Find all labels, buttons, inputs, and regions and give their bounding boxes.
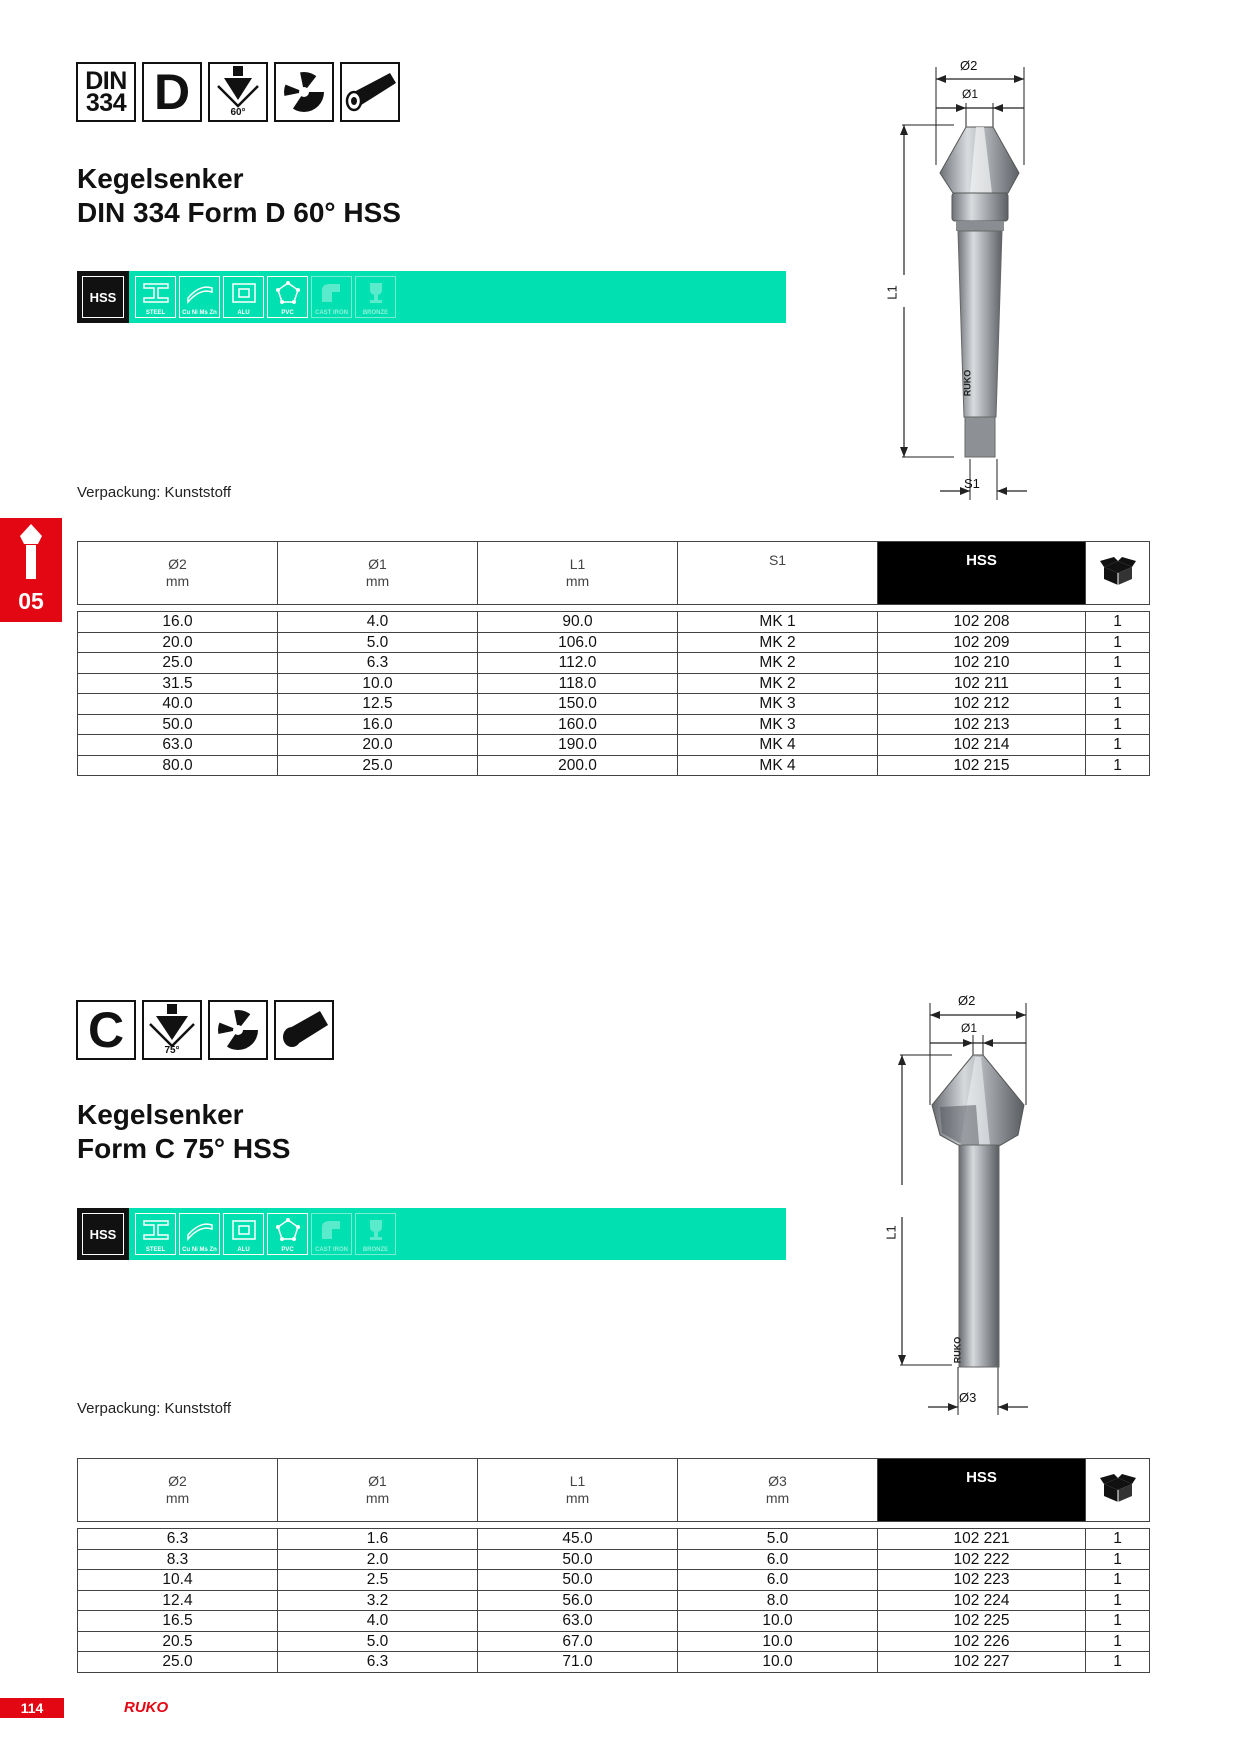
three-flute-icon	[212, 1004, 264, 1056]
product-1-badges	[76, 62, 400, 122]
title-line-2: Form C 75° HSS	[77, 1133, 291, 1164]
material-bronze: BRONZE	[355, 276, 396, 318]
material-non-ferrous: Cu Ni Ms Zn	[179, 276, 220, 318]
cylindrical-shank-badge	[274, 1000, 334, 1060]
table-row: 80.0 25.0 200.0 MK 4 102 215 1	[78, 755, 1150, 776]
table-row: 40.0 12.5 150.0 MK 3 102 212 1	[78, 694, 1150, 715]
col-header-d1: Ø1 mm	[278, 542, 478, 605]
title-line-1: Kegelsenker	[77, 163, 244, 194]
morse-taper-badge	[340, 62, 400, 122]
three-flute-badge	[208, 1000, 268, 1060]
cast-iron-pipe-icon	[318, 280, 346, 306]
col-header-l1: L1 mm	[478, 1459, 678, 1522]
table-header-row	[78, 1459, 1150, 1522]
table-row: 16.0 4.0 90.0 MK 1 102 208 1	[78, 612, 1150, 633]
alu-profile-icon	[230, 280, 258, 306]
drawing-1-l1-label: L1	[884, 285, 900, 300]
countersink-chapter-icon	[0, 518, 62, 588]
material-cast-iron: CAST IRON	[311, 1213, 352, 1255]
table-row: 8.3 2.0 50.0 6.0 102 222 1	[78, 1549, 1150, 1570]
table-row: 63.0 20.0 190.0 MK 4 102 214 1	[78, 735, 1150, 756]
title-line-1: Kegelsenker	[77, 1099, 244, 1130]
three-flute-icon	[278, 66, 330, 118]
product-2-material-bar	[77, 1208, 786, 1260]
table-row: 25.0 6.3 71.0 10.0 102 227 1	[78, 1652, 1150, 1673]
drawing-1-s1-label: S1	[964, 476, 980, 491]
page-number: 114	[0, 1698, 64, 1718]
steel-beam-icon	[142, 1217, 170, 1243]
cast-iron-pipe-icon	[318, 1217, 346, 1243]
form-letter: D	[153, 64, 191, 120]
table-row: 10.4 2.5 50.0 6.0 102 223 1	[78, 1570, 1150, 1591]
product-1-technical-drawing	[880, 55, 1040, 505]
material-cast-iron: CAST IRON	[311, 276, 352, 318]
pvc-molecule-icon	[274, 1217, 302, 1243]
grade-badge: HSS	[77, 1208, 129, 1260]
form-badge	[142, 62, 202, 122]
table-row: 50.0 16.0 160.0 MK 3 102 213 1	[78, 714, 1150, 735]
product-1-spec-table	[77, 541, 1150, 776]
sheet-metal-icon	[186, 1217, 214, 1243]
drawing-2-d1-label: Ø1	[961, 1021, 978, 1035]
material-bronze: BRONZE	[355, 1213, 396, 1255]
brand-logo: RUKO	[124, 1699, 169, 1716]
drawing-2-d2-label: Ø2	[958, 993, 976, 1008]
product-2-spec-table	[77, 1458, 1150, 1673]
material-steel: STEEL	[135, 1213, 176, 1255]
three-flute-badge	[274, 62, 334, 122]
table-row: 31.5 10.0 118.0 MK 2 102 211 1	[78, 673, 1150, 694]
alu-profile-icon	[230, 1217, 258, 1243]
pvc-molecule-icon	[274, 280, 302, 306]
grade-badge: HSS	[77, 271, 129, 323]
material-non-ferrous: Cu Ni Ms Zn	[179, 1213, 220, 1255]
drawing-2-stamp: RUKO	[952, 1336, 963, 1364]
drawing-1-d2-label: Ø2	[960, 58, 978, 73]
col-header-d1: Ø1 mm	[278, 1459, 478, 1522]
morse-taper-shank-icon	[342, 67, 398, 117]
cylindrical-shank-icon	[276, 1005, 332, 1055]
product-1-title	[77, 162, 401, 230]
bronze-trophy-icon	[362, 1217, 390, 1243]
drawing-2-l1-label: L1	[883, 1225, 899, 1240]
col-header-l1: L1 mm	[478, 542, 678, 605]
din-label: DIN	[85, 67, 127, 95]
product-2-badges	[76, 1000, 334, 1060]
din-number: 334	[85, 89, 127, 117]
sheet-metal-icon	[186, 280, 214, 306]
material-alu: ALU	[223, 276, 264, 318]
product-1-packaging: Verpackung: Kunststoff	[77, 484, 231, 501]
angle-label: 75°	[164, 1045, 180, 1056]
material-pvc: PVC	[267, 1213, 308, 1255]
din-badge	[76, 62, 136, 122]
drawing-1-stamp: RUKO	[962, 369, 973, 397]
package-box-icon	[1100, 1472, 1136, 1504]
table-row: 16.5 4.0 63.0 10.0 102 225 1	[78, 1611, 1150, 1632]
angle-label: 60°	[230, 107, 246, 118]
col-header-d2: Ø2 mm	[78, 1459, 278, 1522]
col-header-d2: Ø2 mm	[78, 542, 278, 605]
col-header-pack	[1086, 542, 1150, 605]
product-1-material-bar	[77, 271, 786, 323]
form-badge	[76, 1000, 136, 1060]
col-header-s1: S1	[678, 542, 878, 605]
product-2-packaging: Verpackung: Kunststoff	[77, 1400, 231, 1417]
drawing-1-d1-label: Ø1	[962, 87, 979, 101]
package-box-icon	[1100, 555, 1136, 587]
bronze-trophy-icon	[362, 280, 390, 306]
table-row: 20.5 5.0 67.0 10.0 102 226 1	[78, 1631, 1150, 1652]
table-row: 25.0 6.3 112.0 MK 2 102 210 1	[78, 653, 1150, 674]
table-row: 12.4 3.2 56.0 8.0 102 224 1	[78, 1590, 1150, 1611]
form-letter: C	[87, 1002, 125, 1058]
drawing-2-d3-label: Ø3	[959, 1390, 977, 1405]
angle-badge	[142, 1000, 202, 1060]
col-header-d3: Ø3 mm	[678, 1459, 878, 1522]
angle-badge	[208, 62, 268, 122]
steel-beam-icon	[142, 280, 170, 306]
col-header-hss: HSS	[878, 542, 1086, 605]
title-line-2: DIN 334 Form D 60° HSS	[77, 197, 401, 228]
col-header-hss: HSS	[878, 1459, 1086, 1522]
product-2-title	[77, 1098, 290, 1166]
table-row: 6.3 1.6 45.0 5.0 102 221 1	[78, 1529, 1150, 1550]
col-header-pack	[1086, 1459, 1150, 1522]
material-pvc: PVC	[267, 276, 308, 318]
material-steel: STEEL	[135, 276, 176, 318]
table-row: 20.0 5.0 106.0 MK 2 102 209 1	[78, 632, 1150, 653]
table-header-row	[78, 542, 1150, 605]
material-alu: ALU	[223, 1213, 264, 1255]
chapter-number: 05	[18, 588, 44, 614]
